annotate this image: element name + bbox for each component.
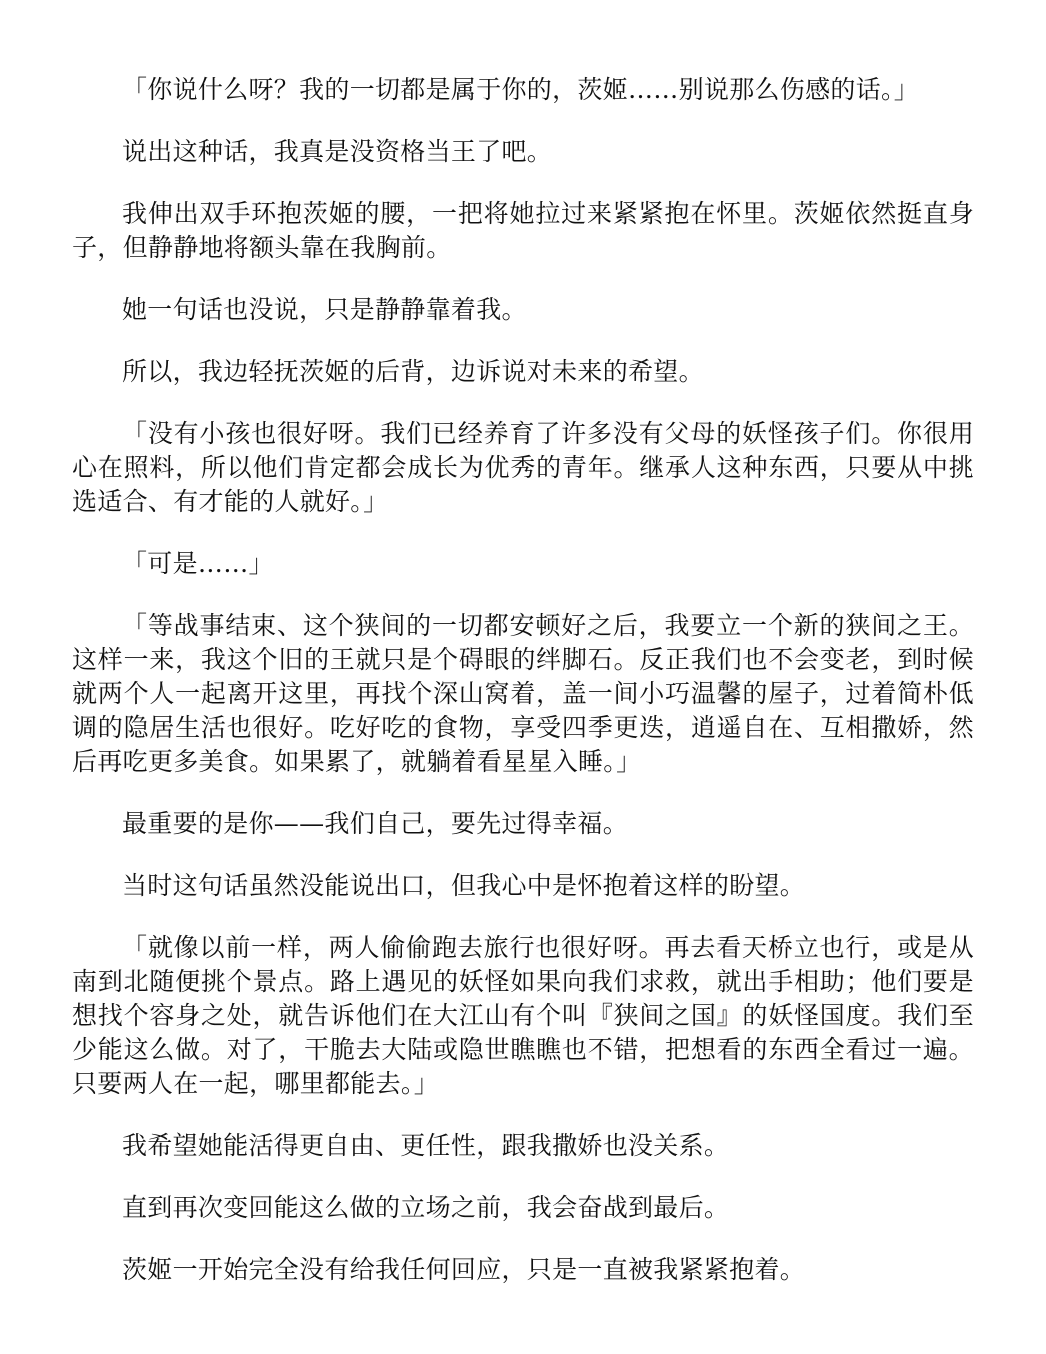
paragraph: 「你说什么呀？我的一切都是属于你的，茨姬……别说那么伤感的话。」 [122, 75, 920, 104]
book-page [72, 73, 974, 1315]
paragraph: 茨姬一开始完全没有给我任何回应，只是一直被我紧紧抱着。 [122, 1255, 806, 1284]
paragraph: 「等战事结束、这个狭间的一切都安顿好之后，我要立一个新的狭间之王。这样一来，我这个旧的王就只是个碍眼的绊脚石。反正我们也不会变老，到时候就两个人一起离开这里，再找个深山窝着，盖一间小巧温馨的屋子，过着简朴低调的隐居生活也很好。吃好吃的食物，享受四季更迭，逍遥自在、互相撒娇，然后再吃更多美食。如果累了，就躺着看星星入睡。」 [72, 611, 974, 776]
paragraph: 我伸出双手环抱茨姬的腰，一把将她拉过来紧紧抱在怀里。茨姬依然挺直身子，但静静地将额头靠在我胸前。 [72, 199, 974, 262]
paragraph: 所以，我边轻抚茨姬的后背，边诉说对未来的希望。 [122, 357, 704, 386]
paragraph: 「没有小孩也很好呀。我们已经养育了许多没有父母的妖怪孩子们。你很用心在照料，所以他们肯定都会成长为优秀的青年。继承人这种东西，只要从中挑选适合、有才能的人就好。」 [72, 419, 974, 516]
paragraph: 说出这种话，我真是没资格当王了吧。 [122, 137, 553, 166]
paragraph: 她一句话也没说，只是静静靠着我。 [122, 295, 527, 324]
paragraph: 我希望她能活得更自由、更任性，跟我撒娇也没关系。 [122, 1131, 730, 1160]
paragraph: 当时这句话虽然没能说出口，但我心中是怀抱着这样的盼望。 [122, 871, 806, 900]
paragraph: 「就像以前一样，两人偷偷跑去旅行也很好呀。再去看天桥立也行，或是从南到北随便挑个景点。路上遇见的妖怪如果向我们求救，就出手相助；他们要是想找个容身之处，就告诉他们在大江山有个叫『狭间之国』的妖怪国度。我们至少能这么做。对了，干脆去大陆或隐世瞧瞧也不错，把想看的东西全看过一遍。只要两人在一起，哪里都能去。」 [72, 933, 974, 1098]
paragraph: 「可是……」 [122, 549, 274, 578]
paragraph: 最重要的是你——我们自己，要先过得幸福。 [122, 809, 629, 838]
paragraph: 直到再次变回能这么做的立场之前，我会奋战到最后。 [122, 1193, 730, 1222]
